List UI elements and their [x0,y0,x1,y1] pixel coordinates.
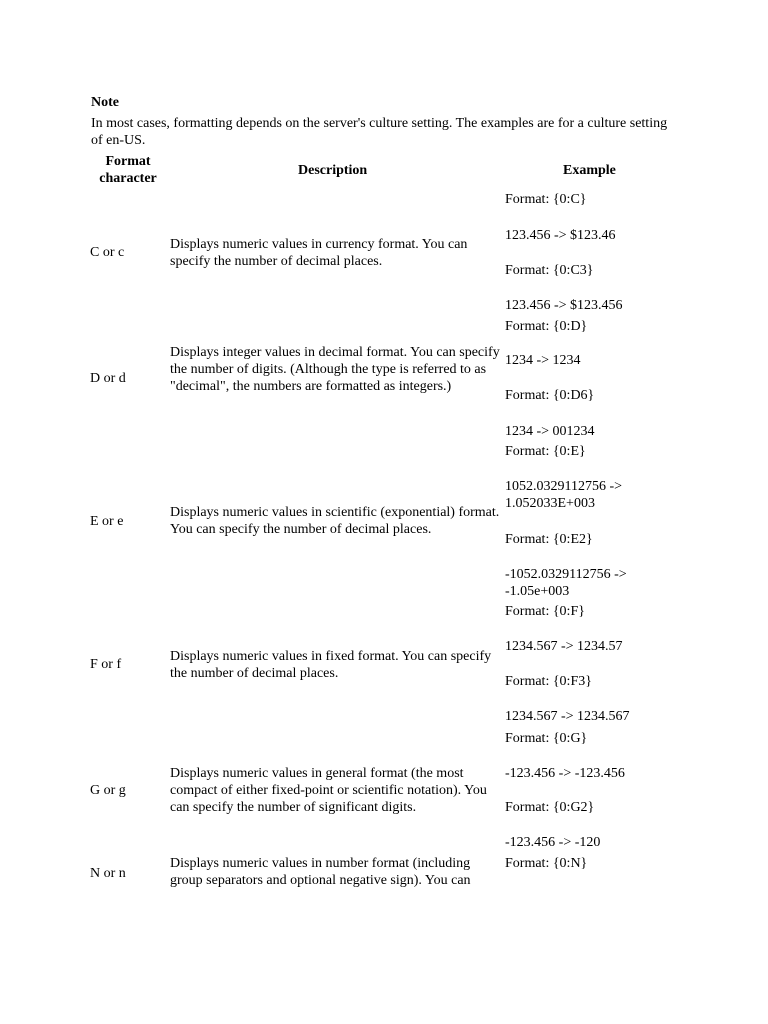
format-code-g: G or g [90,783,126,798]
header-description: Description [298,163,368,178]
example-f-1: Format: {0:F} [505,604,585,619]
example-e-1: Format: {0:E} [505,444,586,459]
example-g-1: Format: {0:G} [505,731,588,746]
example-c-2: 123.456 -> $123.46 [505,228,616,243]
format-code-c: C or c [90,245,125,260]
example-e-4: -1052.0329112756 -> -1.05e+003 [505,567,627,599]
example-d-4: 1234 -> 001234 [505,424,595,439]
format-code-n: N or n [90,866,126,881]
example-g-3: Format: {0:G2} [505,800,595,815]
note-title: Note [91,95,119,110]
example-f-4: 1234.567 -> 1234.567 [505,709,630,724]
description-c: Displays numeric values in currency format. You can specify the number of decimal places. [170,237,468,269]
description-e: Displays numeric values in scientific (exponential) format. You can specify the number of decimal places. [170,505,500,537]
format-code-d: D or d [90,371,126,386]
header-example: Example [563,163,616,178]
description-f: Displays numeric values in fixed format. You can specify the number of decimal places. [170,649,492,681]
description-d: Displays integer values in decimal format. You can specify the number of digits. (Although the type is referred to as "decimal", the numbers are formatted as integers.) [170,345,500,394]
example-f-3: Format: {0:F3} [505,674,592,689]
format-code-f: F or f [90,657,122,672]
example-g-4: -123.456 -> -120 [505,835,601,850]
format-code-e: E or e [90,514,124,529]
example-g-2: -123.456 -> -123.456 [505,766,625,781]
example-d-3: Format: {0:D6} [505,388,595,403]
example-c-3: Format: {0:C3} [505,263,594,278]
example-d-1: Format: {0:D} [505,319,588,334]
header-format-character: Format character [99,154,157,186]
example-c-1: Format: {0:C} [505,192,587,207]
example-n-1: Format: {0:N} [505,856,588,871]
example-c-4: 123.456 -> $123.456 [505,298,623,313]
description-g: Displays numeric values in general format (the most compact of either fixed-point or scientific notation). You can specify the number of significant digits. [170,766,487,815]
example-e-3: Format: {0:E2} [505,532,593,547]
example-e-2: 1052.0329112756 -> 1.052033E+003 [505,479,623,511]
note-text: In most cases, formatting depends on the server's culture setting. The examples are for a culture setting of en-US. [91,116,668,148]
description-n: Displays numeric values in number format (including group separators and optional negative sign). You can [170,856,471,888]
example-d-2: 1234 -> 1234 [505,353,581,368]
example-f-2: 1234.567 -> 1234.57 [505,639,623,654]
